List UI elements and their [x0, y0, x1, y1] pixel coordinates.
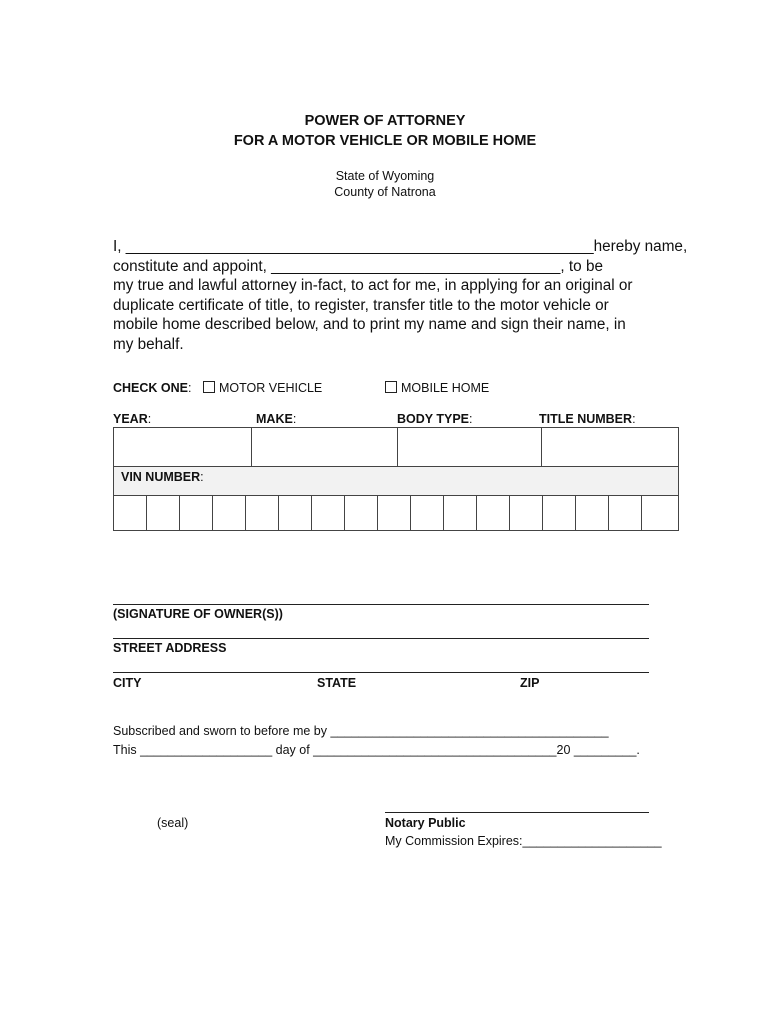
signature-label: (SIGNATURE OF OWNER(S))	[113, 607, 283, 621]
vin-char-box[interactable]	[609, 496, 642, 530]
vin-char-box[interactable]	[477, 496, 510, 530]
motor-vehicle-option[interactable]	[203, 381, 322, 395]
motor-vehicle-checkbox[interactable]	[203, 381, 215, 393]
vin-char-box[interactable]	[444, 496, 477, 530]
notary-public-label: Notary Public	[385, 816, 466, 830]
title-number-label: TITLE NUMBER:	[539, 412, 636, 426]
vin-char-box[interactable]	[312, 496, 345, 530]
check-one-colon: :	[188, 381, 192, 395]
body-type-field[interactable]	[398, 428, 542, 466]
year-label: YEAR:	[113, 412, 152, 426]
zip-label: ZIP	[520, 676, 540, 690]
vin-char-box[interactable]	[642, 496, 678, 530]
paragraph-line-5: mobile home described below, and to print my name and sign their name, in	[113, 316, 626, 333]
vin-char-box[interactable]	[213, 496, 246, 530]
vin-char-box[interactable]	[279, 496, 312, 530]
mobile-home-option[interactable]	[385, 381, 489, 395]
county-label: County of Natrona	[334, 185, 436, 199]
vin-char-box[interactable]	[147, 496, 180, 530]
vehicle-info-row	[113, 427, 679, 467]
notary-signature-line[interactable]	[385, 812, 649, 813]
signature-line[interactable]	[113, 604, 649, 605]
street-address-label: STREET ADDRESS	[113, 641, 227, 655]
vin-header-row	[113, 466, 679, 496]
make-field[interactable]	[252, 428, 398, 466]
vin-char-box[interactable]	[411, 496, 444, 530]
paragraph-line-6: my behalf.	[113, 335, 184, 353]
vin-char-box[interactable]	[345, 496, 378, 530]
year-field[interactable]	[114, 428, 252, 466]
vin-number-label: VIN NUMBER:	[121, 470, 204, 484]
appointment-paragraph	[113, 237, 688, 354]
vin-char-box[interactable]	[180, 496, 213, 530]
subscribed-sworn-line: Subscribed and sworn to before me by ________________________________________	[113, 724, 609, 738]
check-one-label: CHECK ONE	[113, 381, 189, 395]
motor-vehicle-label: MOTOR VEHICLE	[219, 381, 323, 395]
body-type-label: BODY TYPE:	[397, 412, 473, 426]
mobile-home-checkbox[interactable]	[385, 381, 397, 393]
check-one-row	[113, 381, 192, 395]
paragraph-line-1: I, _______________________________________________________hereby name,	[113, 238, 688, 255]
commission-expires-line: My Commission Expires:____________________	[385, 834, 662, 848]
state-label: State of Wyoming	[335, 169, 435, 183]
mobile-home-label: MOBILE HOME	[401, 381, 490, 395]
street-address-line[interactable]	[113, 638, 649, 639]
vin-char-box[interactable]	[576, 496, 609, 530]
vin-char-box[interactable]	[378, 496, 411, 530]
make-label: MAKE:	[256, 412, 297, 426]
document-title-line1: POWER OF ATTORNEY	[304, 113, 466, 129]
paragraph-line-3: my true and lawful attorney in-fact, to act for me, in applying for an original or	[113, 277, 633, 294]
city-state-zip-line[interactable]	[113, 672, 649, 673]
vin-char-box[interactable]	[510, 496, 543, 530]
title-number-field[interactable]	[542, 428, 678, 466]
seal-label: (seal)	[157, 816, 189, 830]
vin-char-box[interactable]	[543, 496, 576, 530]
vin-boxes-row	[113, 495, 679, 531]
paragraph-line-2: constitute and appoint, __________________________________, to be	[113, 257, 603, 275]
vin-char-box[interactable]	[114, 496, 147, 530]
paragraph-line-4: duplicate certificate of title, to register, transfer title to the motor vehicle or	[113, 296, 609, 314]
date-line: This ___________________ day of ___________________________________20 _________.	[113, 743, 640, 757]
vin-char-box[interactable]	[246, 496, 279, 530]
city-label: CITY	[113, 676, 142, 690]
state-field-label: STATE	[317, 676, 357, 690]
document-title-line2: FOR A MOTOR VEHICLE OR MOBILE HOME	[233, 133, 537, 149]
